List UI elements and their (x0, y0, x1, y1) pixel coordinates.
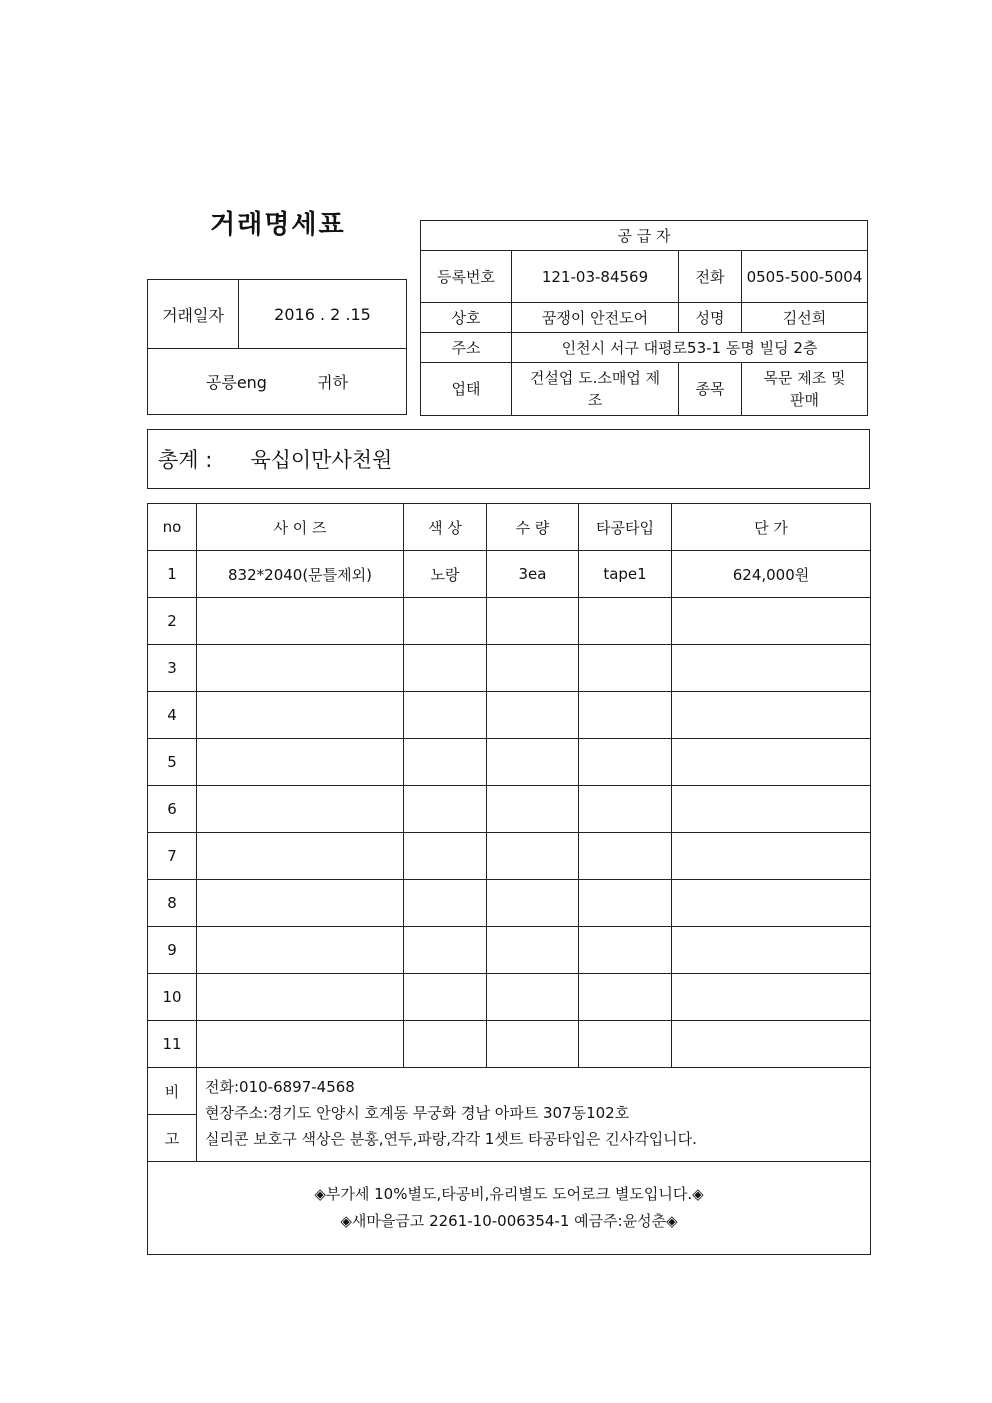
table-row (148, 786, 871, 833)
cell-quantity (487, 927, 579, 974)
cell-unit-price (672, 786, 871, 833)
cell-size (197, 645, 404, 692)
table-row (148, 974, 871, 1021)
company-value: 꿈쟁이 안전도어 (512, 303, 679, 333)
cell-size (197, 974, 404, 1021)
items-table (147, 503, 871, 1255)
cell-size (197, 786, 404, 833)
cell-color (404, 833, 487, 880)
document-title: 거래명세표 (210, 210, 346, 240)
cell-color (404, 739, 487, 786)
business-type-label: 업태 (421, 363, 512, 416)
cell-hole-type (579, 598, 672, 645)
cell-quantity (487, 786, 579, 833)
cell-unit-price (672, 927, 871, 974)
cell-no: 11 (148, 1021, 197, 1068)
cell-unit-price (672, 598, 871, 645)
cell-unit-price: 624,000원 (672, 551, 871, 598)
cell-unit-price (672, 1021, 871, 1068)
cell-hole-type (579, 645, 672, 692)
address-value: 인천시 서구 대평로53-1 동명 빌딩 2층 (512, 333, 868, 363)
phone-value: 0505-500-5004 (742, 251, 868, 303)
cell-quantity (487, 692, 579, 739)
table-row (148, 739, 871, 786)
remarks-line: 현장주소:경기도 안양시 호계동 무궁화 경남 아파트 307동102호 (205, 1104, 630, 1122)
owner-label: 성명 (679, 303, 742, 333)
cell-quantity (487, 833, 579, 880)
owner-value: 김선희 (742, 303, 868, 333)
supplier-header: 공 급 자 (421, 221, 868, 251)
cell-unit-price (672, 974, 871, 1021)
customer-name: 공릉eng (205, 373, 267, 392)
remarks-line: 전화:010-6897-4568 (205, 1078, 355, 1096)
cell-quantity (487, 645, 579, 692)
cell-unit-price (672, 833, 871, 880)
cell-size (197, 880, 404, 927)
supplier-box (420, 220, 868, 416)
cell-no: 7 (148, 833, 197, 880)
cell-hole-type (579, 786, 672, 833)
cell-no: 3 (148, 645, 197, 692)
table-row (148, 880, 871, 927)
footer-line-vat: ◈부가세 10%별도,타공비,유리별도 도어로크 별도입니다.◈ (314, 1185, 704, 1203)
remarks-row (148, 1068, 871, 1115)
cell-no: 10 (148, 974, 197, 1021)
footer-line-bank: ◈새마을금고 2261-10-006354-1 예금주:윤성춘◈ (340, 1212, 678, 1230)
table-row (148, 598, 871, 645)
cell-quantity (487, 1021, 579, 1068)
cell-color (404, 645, 487, 692)
total-label: 총계 : (158, 448, 213, 472)
customer-name-cell (148, 349, 407, 415)
cell-size: 832*2040(문틀제외) (197, 551, 404, 598)
footer-notice (148, 1162, 871, 1255)
cell-no: 6 (148, 786, 197, 833)
header-unit-price: 단 가 (672, 504, 871, 551)
trade-date-label: 거래일자 (148, 280, 239, 349)
cell-color (404, 880, 487, 927)
header-quantity: 수 량 (487, 504, 579, 551)
cell-no: 9 (148, 927, 197, 974)
cell-size (197, 1021, 404, 1068)
cell-no: 4 (148, 692, 197, 739)
table-row (148, 551, 871, 598)
footer-row (148, 1162, 871, 1255)
total-box (147, 429, 870, 489)
cell-size (197, 739, 404, 786)
table-row (148, 927, 871, 974)
cell-color: 노랑 (404, 551, 487, 598)
remarks-line: 실리콘 보호구 색상은 분홍,연두,파랑,각각 1셋트 타공타입은 긴사각입니다. (205, 1130, 697, 1148)
remarks-label-top: 비 (148, 1068, 197, 1115)
cell-no: 8 (148, 880, 197, 927)
cell-hole-type (579, 1021, 672, 1068)
reg-number-label: 등록번호 (421, 251, 512, 303)
table-header-row (148, 504, 871, 551)
cell-color (404, 786, 487, 833)
cell-color (404, 692, 487, 739)
cell-hole-type (579, 880, 672, 927)
cell-hole-type (579, 833, 672, 880)
cell-hole-type (579, 692, 672, 739)
cell-unit-price (672, 692, 871, 739)
address-label: 주소 (421, 333, 512, 363)
cell-hole-type (579, 739, 672, 786)
table-row (148, 645, 871, 692)
cell-color (404, 1021, 487, 1068)
remarks-content (197, 1068, 871, 1162)
cell-unit-price (672, 739, 871, 786)
cell-quantity (487, 739, 579, 786)
cell-hole-type: tape1 (579, 551, 672, 598)
cell-unit-price (672, 645, 871, 692)
customer-box (147, 279, 407, 415)
remarks-label-bottom: 고 (148, 1115, 197, 1162)
cell-quantity (487, 974, 579, 1021)
cell-no: 2 (148, 598, 197, 645)
business-item-value: 목문 제조 및 판매 (742, 363, 868, 416)
table-row (148, 1021, 871, 1068)
cell-size (197, 833, 404, 880)
cell-quantity (487, 880, 579, 927)
business-item-label: 종목 (679, 363, 742, 416)
cell-quantity (487, 598, 579, 645)
table-row (148, 833, 871, 880)
header-color: 색 상 (404, 504, 487, 551)
cell-hole-type (579, 974, 672, 1021)
header-no: no (148, 504, 197, 551)
total-value: 육십이만사천원 (250, 448, 393, 472)
customer-honorific: 귀하 (317, 373, 349, 392)
table-row (148, 692, 871, 739)
cell-size (197, 692, 404, 739)
trade-date-value: 2016 . 2 .15 (239, 280, 407, 349)
cell-quantity: 3ea (487, 551, 579, 598)
cell-size (197, 598, 404, 645)
phone-label: 전화 (679, 251, 742, 303)
cell-size (197, 927, 404, 974)
business-type-value: 건설업 도.소매업 제조 (512, 363, 679, 416)
cell-color (404, 598, 487, 645)
header-hole-type: 타공타입 (579, 504, 672, 551)
header-size: 사 이 즈 (197, 504, 404, 551)
cell-color (404, 927, 487, 974)
company-label: 상호 (421, 303, 512, 333)
cell-unit-price (672, 880, 871, 927)
cell-no: 5 (148, 739, 197, 786)
cell-color (404, 974, 487, 1021)
reg-number-value: 121-03-84569 (512, 251, 679, 303)
cell-no: 1 (148, 551, 197, 598)
cell-hole-type (579, 927, 672, 974)
